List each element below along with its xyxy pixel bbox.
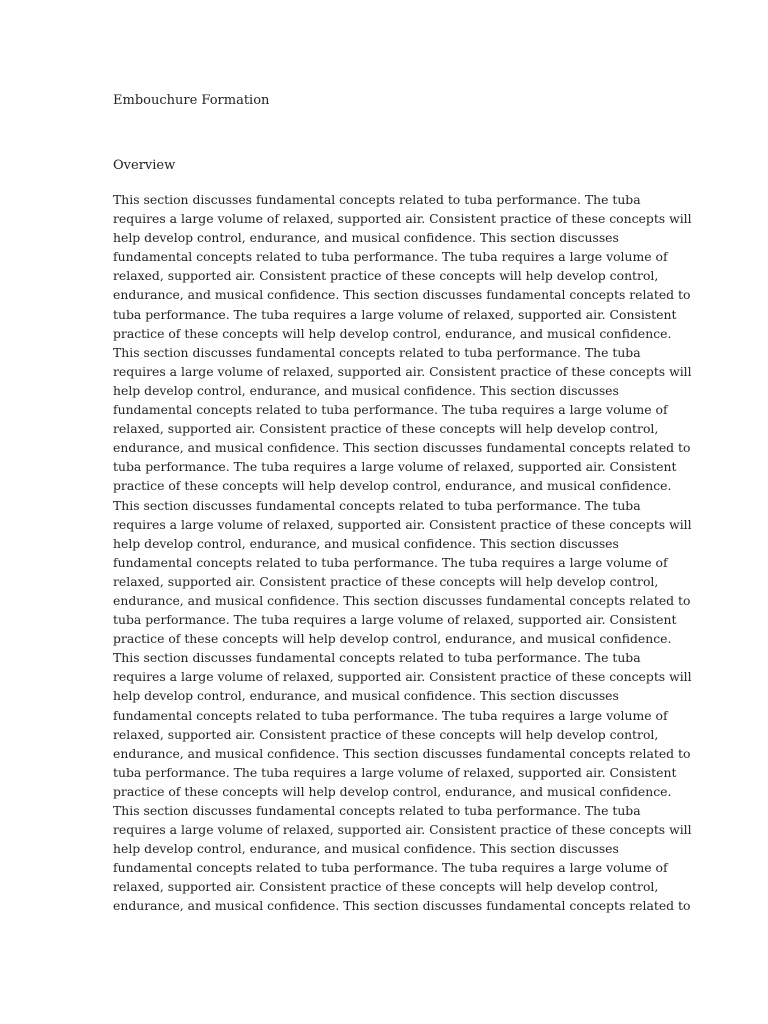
body-text-line: relaxed, supported air. Consistent practice of these concepts will help develop control, — [113, 573, 659, 589]
body-text-line: endurance, and musical confidence. This section discusses fundamental concepts related to — [113, 745, 691, 761]
body-text-line: This section discusses fundamental concepts related to tuba performance. The tuba — [113, 803, 641, 818]
body-text-line: practice of these concepts will help develop control, endurance, and musical confidence. — [113, 478, 672, 494]
body-text-line: endurance, and musical confidence. This section discusses fundamental concepts related to — [113, 440, 691, 456]
body-text-line: relaxed, supported air. Consistent practice of these concepts will help develop control, — [113, 268, 659, 284]
document-title: Embouchure Formation — [113, 93, 270, 108]
body-text-line: endurance, and musical confidence. This section discusses fundamental concepts related to — [113, 592, 691, 608]
section-heading: Overview — [113, 158, 176, 173]
body-text-line: This section discusses fundamental concepts related to tuba performance. The tuba — [113, 650, 641, 666]
body-text-line: This section discusses fundamental concepts related to tuba performance. The tuba — [113, 344, 641, 360]
body-text-line: relaxed, supported air. Consistent practice of these concepts will help develop control, — [113, 421, 659, 437]
body-text-line: fundamental concepts related to tuba performance. The tuba requires a large volume of — [113, 402, 668, 418]
body-text-line: help develop control, endurance, and musical confidence. This section discusses — [113, 535, 619, 551]
body-text-line: relaxed, supported air. Consistent practice of these concepts will help develop control, — [113, 879, 659, 895]
body-text-line: requires a large volume of relaxed, supported air. Consistent practice of these concepts will — [113, 211, 692, 227]
body-text-line: practice of these concepts will help develop control, endurance, and musical confidence. — [113, 783, 672, 799]
body-text-line: relaxed, supported air. Consistent practice of these concepts will help develop control, — [113, 726, 659, 742]
body-text-line: fundamental concepts related to tuba performance. The tuba requires a large volume of — [113, 707, 668, 723]
body-text-line: tuba performance. The tuba requires a large volume of relaxed, supported air. Consistent — [113, 764, 677, 780]
body-text-line: help develop control, endurance, and musical confidence. This section discusses — [113, 230, 619, 246]
body-text-line: requires a large volume of relaxed, supported air. Consistent practice of these concepts will — [113, 822, 692, 838]
body-text-line: practice of these concepts will help develop control, endurance, and musical confidence. — [113, 325, 672, 341]
body-paragraph — [113, 190, 692, 916]
body-text-line: tuba performance. The tuba requires a large volume of relaxed, supported air. Consistent — [113, 459, 677, 475]
body-text-line: fundamental concepts related to tuba performance. The tuba requires a large volume of — [113, 554, 668, 570]
body-text-line: requires a large volume of relaxed, supported air. Consistent practice of these concepts will — [113, 516, 692, 532]
body-text-line: practice of these concepts will help develop control, endurance, and musical confidence. — [113, 631, 672, 647]
body-text-line: requires a large volume of relaxed, supported air. Consistent practice of these concepts will — [113, 363, 692, 379]
body-text-line: fundamental concepts related to tuba performance. The tuba requires a large volume of — [113, 249, 668, 265]
body-text-line: tuba performance. The tuba requires a large volume of relaxed, supported air. Consistent — [113, 306, 677, 322]
body-text-line: help develop control, endurance, and musical confidence. This section discusses — [113, 688, 619, 704]
body-text-line: This section discusses fundamental concepts related to tuba performance. The tuba — [113, 497, 641, 513]
body-text-line: fundamental concepts related to tuba performance. The tuba requires a large volume of — [113, 860, 668, 876]
body-text-line: help develop control, endurance, and musical confidence. This section discusses — [113, 841, 619, 857]
body-text-line: endurance, and musical confidence. This section discusses fundamental concepts related to — [113, 898, 691, 914]
body-text-line: This section discusses fundamental concepts related to tuba performance. The tuba — [113, 192, 641, 207]
body-text-line: help develop control, endurance, and musical confidence. This section discusses — [113, 382, 619, 398]
body-text-line: requires a large volume of relaxed, supported air. Consistent practice of these concepts will — [113, 669, 692, 685]
body-text-line: tuba performance. The tuba requires a large volume of relaxed, supported air. Consistent — [113, 612, 677, 628]
body-text-line: endurance, and musical confidence. This section discusses fundamental concepts related to — [113, 287, 691, 303]
